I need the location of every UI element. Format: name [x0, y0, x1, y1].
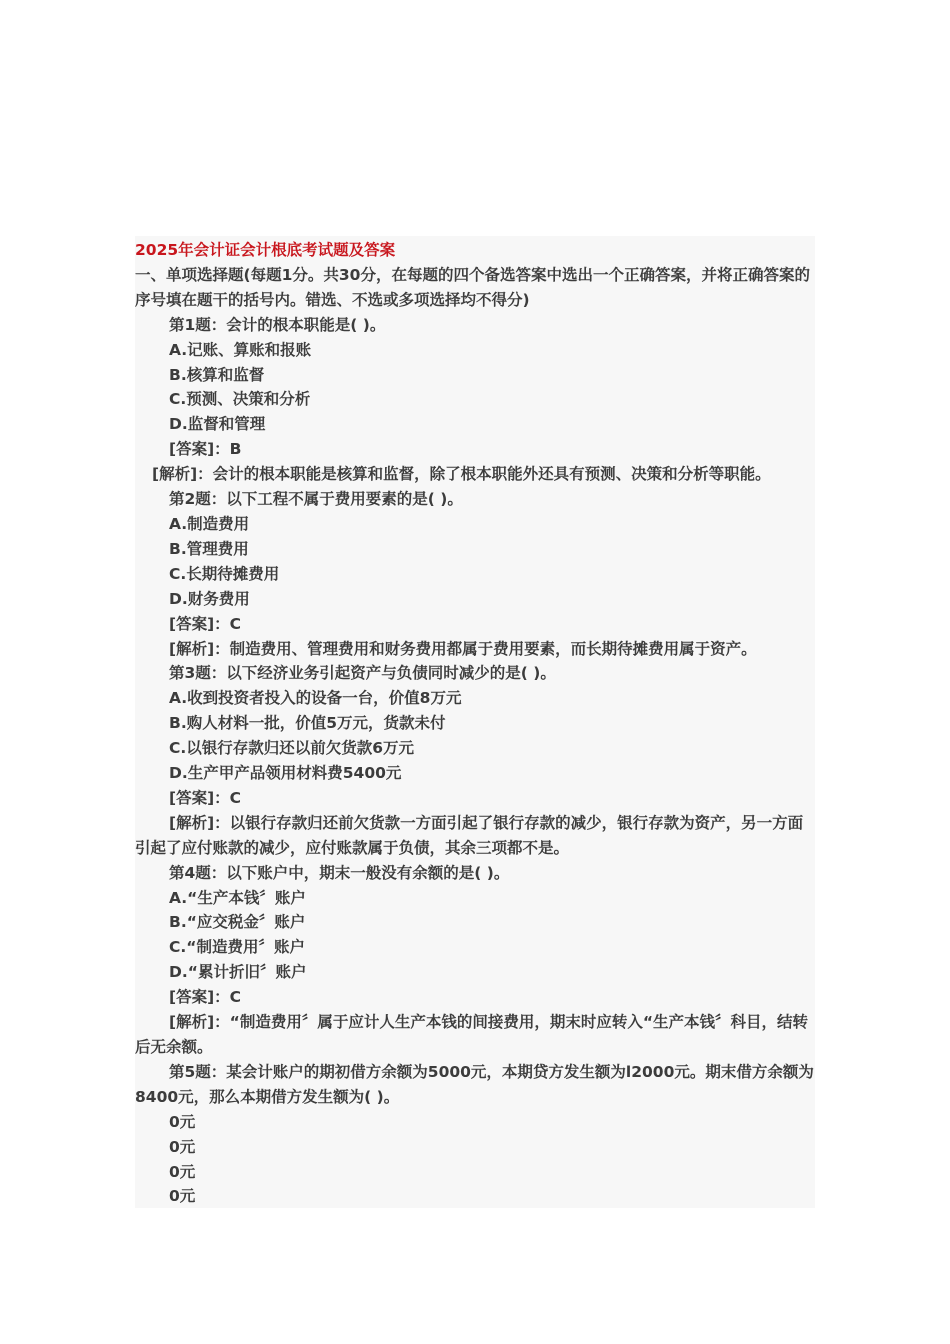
question-answer: [答案]：B: [169, 440, 242, 459]
question-option: D.财务费用: [169, 589, 250, 608]
question-stem: 第3题：以下经济业务引起资产与负债同时减少的是( )。: [169, 664, 556, 683]
question-option: A.制造费用: [169, 514, 250, 533]
question-stem: 第5题：某会计账户的期初借方余额为5000元，本期贷方发生额为l2000元。期末借方余额为8400元，那么本期借方发生额为( )。: [135, 1062, 814, 1106]
question-option: 0元: [169, 1162, 196, 1181]
question-option: C.“制造费用〞账户: [169, 938, 305, 957]
document-content: [135, 238, 815, 1209]
question-option: D.生产甲产品领用材料费5400元: [169, 764, 402, 783]
question-option: B.核算和监督: [169, 365, 265, 384]
question-option: D.“累计折旧〞账户: [169, 963, 307, 982]
doc-title: 2025年会计证会计根底考试题及答案: [135, 241, 396, 259]
question-option: B.购人材料一批，价值5万元，货款未付: [169, 714, 446, 733]
question-option: 0元: [169, 1137, 196, 1156]
question-option: C.以银行存款归还以前欠货款6万元: [169, 739, 415, 758]
question-analysis: [解析]：会计的根本职能是核算和监督，除了根本职能外还具有预测、决策和分析等职能。: [152, 465, 771, 484]
question-option: 0元: [169, 1112, 196, 1131]
section-heading: 一、单项选择题(每题1分。共30分，在每题的四个备选答案中选出一个正确答案，并将正确答案的序号填在题干的括号内。错选、不选或多项选择均不得分): [135, 265, 810, 309]
question-option: B.“应交税金〞账户: [169, 913, 306, 932]
question-answer: [答案]：C: [169, 614, 242, 633]
question-option: A.收到投资者投入的设备一台，价值8万元: [169, 689, 462, 708]
question-answer: [答案]：C: [169, 788, 242, 807]
question-option: 0元: [169, 1187, 196, 1206]
question-stem: 第2题：以下工程不属于费用要素的是( )。: [169, 490, 463, 509]
question-analysis: [解析]：以银行存款归还前欠货款一方面引起了银行存款的减少，银行存款为资产，另一方面引起了应付账款的减少，应付账款属于负债，其余三项都不是。: [135, 813, 804, 857]
question-option: B.管理费用: [169, 539, 249, 558]
question-option: A.记账、算账和报账: [169, 340, 312, 359]
question-stem: 第4题：以下账户中，期末一般没有余额的是( )。: [169, 863, 510, 882]
question-option: C.长期待摊费用: [169, 564, 280, 583]
question-analysis: [解析]：“制造费用〞属于应计人生产本钱的间接费用，期末时应转入“生产本钱〞科目，结转后无余额。: [135, 1013, 809, 1056]
question-answer: [答案]：C: [169, 988, 242, 1007]
question-option: C.预测、决策和分析: [169, 390, 311, 409]
question-option: A.“生产本钱〞账户: [169, 888, 306, 907]
question-stem: 第1题：会计的根本职能是( )。: [169, 315, 386, 334]
question-option: D.监督和管理: [169, 415, 266, 434]
question-analysis: [解析]：制造费用、管理费用和财务费用都属于费用要素，而长期待摊费用属于资产。: [169, 639, 757, 658]
